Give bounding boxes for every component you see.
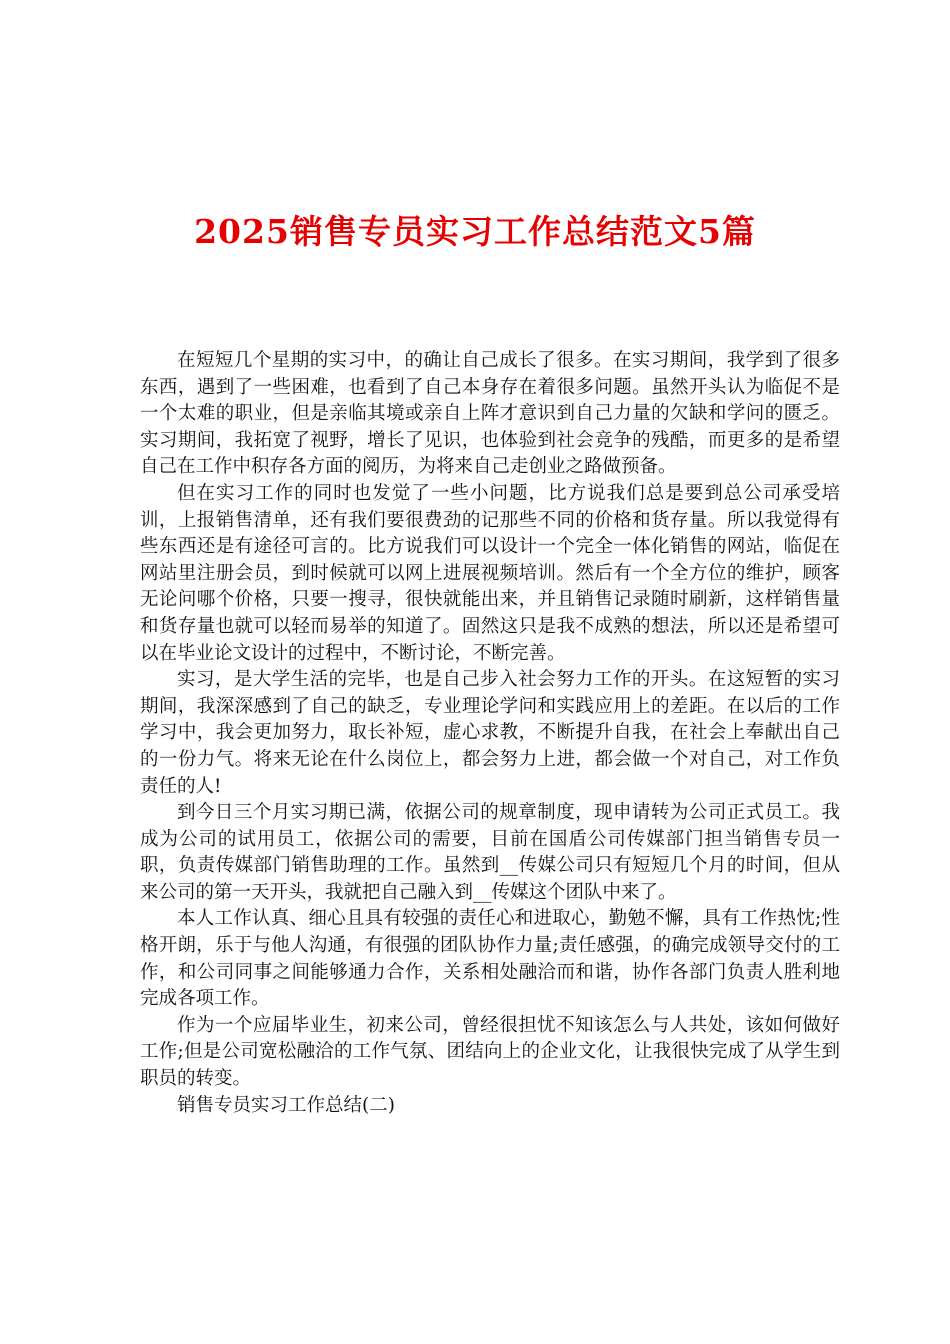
- document-title: 2025销售专员实习工作总结范文5篇: [194, 212, 756, 251]
- section-heading: 销售专员实习工作总结(二): [177, 1094, 395, 1116]
- paragraph: 在短短几个星期的实习中，的确让自己成长了很多。在实习期间，我学到了很多东西，遇到了一些困难，也看到了自己本身存在着很多问题。虽然开头认为临促不是一个太难的职业，但是亲临其境或亲自上阵才意识到自己力量的欠缺和学问的匮乏。实习期间，我拓宽了视野，增长了见识，也体验到社会竞争的残酷，而更多的是希望自己在工作中积存各方面的阅历，为将来自己走创业之路做预备。: [140, 350, 840, 478]
- paragraph: 到今日三个月实习期已满，依据公司的规章制度，现申请转为公司正式员工。我成为公司的试用员工，依据公司的需要，目前在国盾公司传媒部门担当销售专员一职，负责传媒部门销售助理的工作。虽然到__传媒公司只有短短几个月的时间，但从来公司的第一天开头，我就把自己融入到__传媒这个团队中来了。: [140, 802, 840, 903]
- paragraph: 本人工作认真、细心且具有较强的责任心和进取心，勤勉不懈，具有工作热忱;性格开朗，乐于与他人沟通，有很强的团队协作力量;责任感强，的确完成领导交付的工作，和公司同事之间能够通力合作，关系相处融洽而和谐，协作各部门负责人胜利地完成各项工作。: [140, 908, 840, 1010]
- paragraph: 作为一个应届毕业生，初来公司，曾经很担忧不知该怎么与人共处，该如何做好工作;但是公司宽松融洽的工作气氛、团结向上的企业文化，让我很快完成了从学生到职员的转变。: [140, 1014, 840, 1090]
- paragraph: 实习，是大学生活的完毕，也是自己步入社会努力工作的开头。在这短暂的实习期间，我深深感到了自己的缺乏，专业理论学问和实践应用上的差距。在以后的工作学习中，我会更加努力，取长补短，虚心求教，不断提升自我，在社会上奉献出自己的一份力气。将来无论在什么岗位上，都会努力上进，都会做一个对自己，对工作负责任的人!: [140, 669, 840, 797]
- document-body: [140, 348, 840, 1119]
- paragraph: 但在实习工作的同时也发觉了一些小问题，比方说我们总是要到总公司承受培训，上报销售清单，还有我们要很费劲的记那些不同的价格和货存量。所以我觉得有些东西还是有途径可言的。比方说我们可以设计一个完全一体化销售的网站，临促在网站里注册会员，到时候就可以网上进展视频培训。然后有一个全方位的维护，顾客无论问哪个价格，只要一搜寻，很快就能出来，并且销售记录随时刷新，这样销售量和货存量也就可以轻而易举的知道了。固然这只是我不成熟的想法，所以还是希望可以在毕业论文设计的过程中，不断讨论，不断完善。: [140, 482, 840, 664]
